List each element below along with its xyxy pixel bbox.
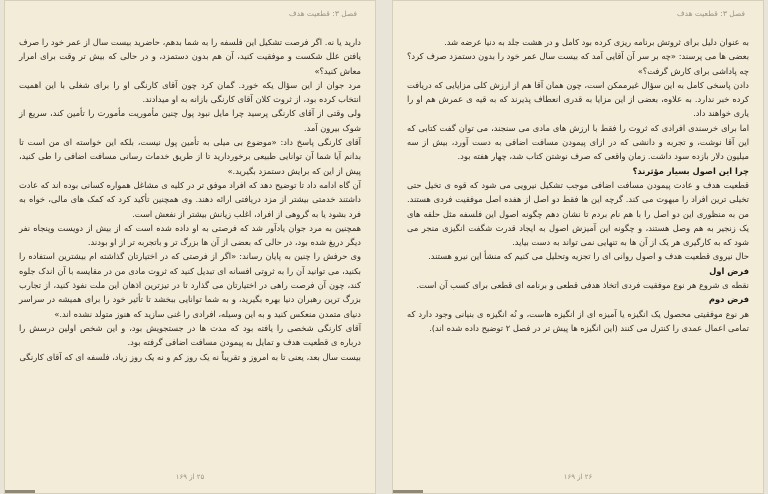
paragraph: اما برای خرسندی افرادی که ثروت را فقط با ارزش های مادی می سنجند، می توان گفت کتابی که این آقا نوشت، و تجربه و دانشی که در ازای پیمودن مسافت اضافی به دست آورد، بیش از سه میلیون دلار بازده سود داشت. زمان واقعی که صرف نوشتن کتاب شد، چهار هفته بود. xyxy=(407,122,749,162)
chapter-header: فصل ۳: قطعیت هدف xyxy=(288,9,357,18)
paragraph: به عنوان دلیل برای ثروتش برنامه ریزی کرده بود کامل و در هشت جلد به دنیا عرضه شد. xyxy=(444,37,749,47)
page-number: ۲۵ از ۱۶۹ xyxy=(175,473,205,481)
paragraph: آقای کارنگی پاسخ داد: «موضوع بی میلی به تأمین پول نیست، بلکه این خواسته ای من است تا بدانم آیا شما آن توانایی طبیعی برخوردارید تا از طریق خدمات رسانی مسافت اضافی را طی کنید، پیش از این که برایش دستمزد بگیرید.» xyxy=(19,137,361,176)
page-number: ۲۶ از ۱۶۹ xyxy=(563,473,593,481)
left-page xyxy=(4,0,376,494)
paragraph: آن گاه ادامه داد تا توضیح دهد که افراد موفق تر در کلیه ی مشاغل همواره کسانی بوده اند که عادت داشتند خدمتی بیشتر از مزد دریافتی ارائه دهند. وی همچنین تأکید کرد که کمک های مالی، خواه به فرد بشود یا به گروهی از افراد، اغلب زیانش بیشتر از نفعش است. xyxy=(19,179,361,219)
paragraph: وی حرفش را چنین به پایان رساند: «اگر از فرصتی که در اختیارتان گذاشته ام بیشترین استفاده را بکنید، می توانید آن را به ثروتی افسانه ای تبدیل کنید که ثروت مادی من در مقایسه با آن اندک جلوه کند، چون آن فرصت راهی در اختیارتان می گذارد تا در تیزترین اذهان این ملت نفوذ کنید، از تجارب بزرگ ترین رهبران دنیا بهره بگیرید، و به شما توانایی ببخشد تا تأثیر خود را برای همیشه در سراسر دنیای متمدن منعکس کنید و به این وسیله، افرادی را غنی سازید که هنوز متولد نشده اند.» xyxy=(19,251,361,319)
paragraph: دارید یا نه. اگر فرصت تشکیل این فلسفه را به شما بدهم، حاضرید بیست سال از عمر خود را صرف یافتن علل شکست و موفقیت کنید، آن هم بدون دستمزد، و در حالی که بیش تر وقت برای امرار معاش کنید؟» xyxy=(19,37,361,76)
section-heading: فرض دوم xyxy=(708,294,749,305)
page-edge-marker xyxy=(5,490,35,493)
paragraph: نقطه ی شروع هر نوع موفقیت فردی اتخاذ هدفی قطعی و برنامه ای قطعی برای کسب آن است. xyxy=(416,280,749,291)
paragraph: دادن پاسخی کامل به این سؤال غیرممکن است، چون همان آقا هم از ارزش کلی مزایایی که دریافت کرده خبر ندارد. به علاوه، بعضی از این مزایا به قدری انعطاف پذیرند که به قیه ی عمرش هم او را یاری خواهند داد. xyxy=(407,79,749,119)
section-heading: فرض اول xyxy=(709,265,749,276)
paragraph: قطعیت هدف و عادت پیمودن مسافت اضافی موجب تشکیل نیرویی می شود که قوه ی تخیل حتی تخیلی ترین افراد را مبهوت می کند. گرچه این ها فقط دو اصل از هفده اصل موفقیت فردی هستند. من به منظوری این دو اصل را با هم نام بردم تا نشان دهم چگونه اصول این فلسفه مثل حلقه های یک زنجیر به هم وصل هستند، و چگونه این آمیزش اصول به ایجاد قدرت شگفت انگیزی منجر می شود که به کارگیری هر یک از آن ها به تنهایی نمی تواند به دست بیاید. xyxy=(407,179,749,248)
paragraph: مرد جوان از این سؤال یکه خورد. گمان کرد چون آقای کارنگی او را برای شغلی با این اهمیت انتخاب کرده بود، از ثروت کلان آقای کارنگی بازانه به او میدادند. xyxy=(19,79,361,105)
paragraph: بعضی ها می پرسند: «چه بر سر آن آقایی آمد که بیست سال عمر خود را بدون دستمزد صرف کرد؟ چه پاداشی برای کارش گرفت؟» xyxy=(407,51,749,76)
page-body xyxy=(407,35,749,335)
page-body xyxy=(19,35,361,364)
paragraph: حال نیروی قطعیت هدف و اصول روانی ای را تجزیه وتحلیل می کنیم که منشأ این نیرو هستند. xyxy=(428,251,749,262)
paragraph: هر نوع موفقیتی محصول یک انگیزه یا آمیزه ای از انگیزه هاست، و نُه انگیزه ی بنیانی وجود دارد که تمامی اعمال عمدی را کنترل می کنند (این انگیزه ها پیش تر در فصل ۲ توضیح داده شده اند). xyxy=(407,308,749,333)
right-page xyxy=(392,0,764,494)
page-edge-marker xyxy=(393,490,423,493)
section-heading: چرا این اصول بسیار مؤثرند؟ xyxy=(632,165,749,176)
paragraph: همچنین به مرد جوان یادآور شد که فرصتی به او داده شده است که از بیش از دویست وپنجاه نفر دیگر دریغ شده بود، در حالی که بعضی از آن ها بزرگ تر و باتجربه تر از او بودند. xyxy=(19,222,361,248)
paragraph: ولی وقتی از آقای کارنگی پرسید چرا مایل نبود پول چنین مأموریت مأمورت را تأمین کند، سریع از شوک بیرون آمد. xyxy=(19,108,361,133)
chapter-header: فصل ۳: قطعیت هدف xyxy=(676,9,745,18)
paragraph: بیست سال بعد، یعنی تا به امروز و تقریباً نه یک روز کم و نه یک روز زیاد، فلسفه ای که آقای کارنگی xyxy=(19,351,361,362)
paragraph: آقای کارنگی شخصی را یافته بود که مدت ها در جستجویش بود، و این شخص اولین درسش را درباره ی قطعیت هدف و تمایل به پیمودن مسافت اضافی گرفته بود. xyxy=(19,322,361,348)
